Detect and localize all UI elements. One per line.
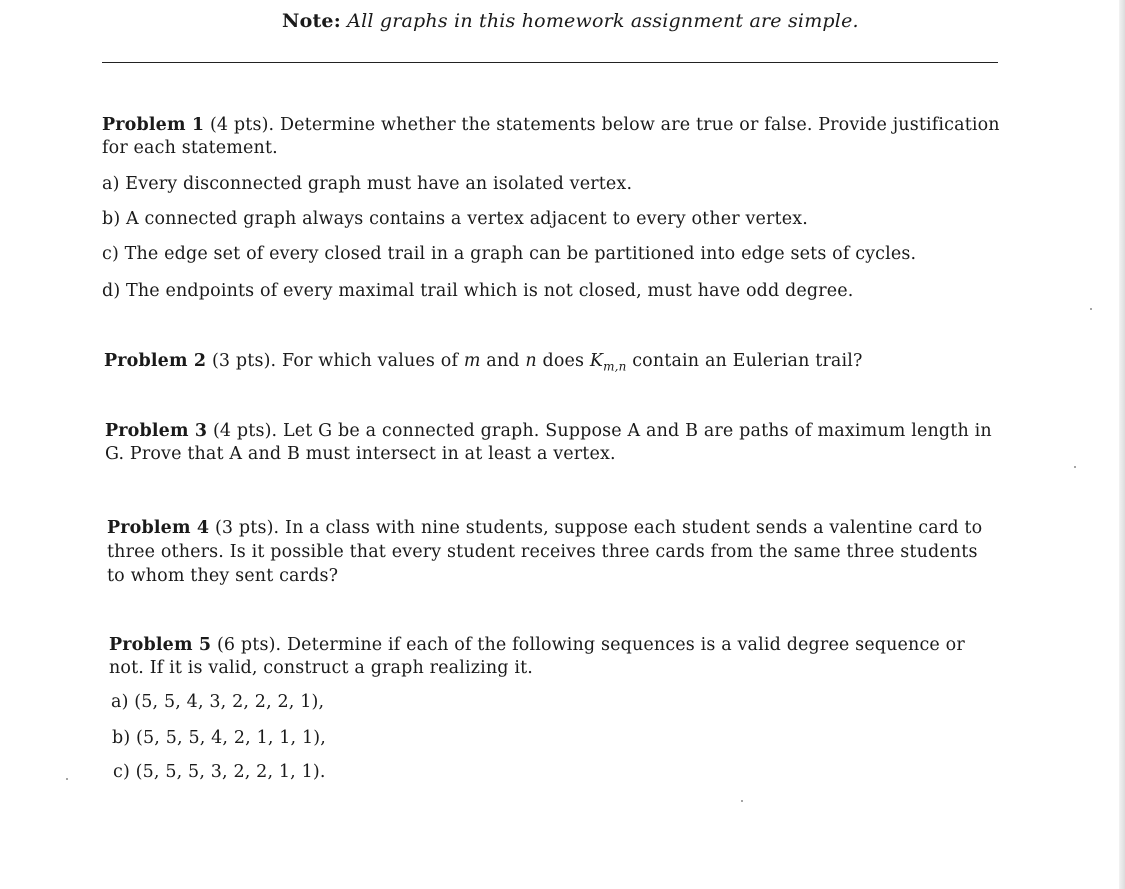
problem-2-var-m: m xyxy=(463,351,481,371)
problem-5-points: (6 pts). xyxy=(216,635,282,655)
problem-5-item-c: c) (5, 5, 5, 3, 2, 2, 1, 1). xyxy=(113,762,326,782)
problem-3 xyxy=(105,420,1005,466)
note-body: All graphs in this homework assignment are simple. xyxy=(347,10,859,32)
problem-1-item-b: b) A connected graph always contains a vertex adjacent to every other vertex. xyxy=(102,209,808,229)
problem-3-heading: Problem 3 xyxy=(105,421,208,441)
problem-2-does: does xyxy=(542,351,585,371)
problem-4-text: In a class with nine students, suppose each student sends a valentine card to three others. Is it possible that every student receives three cards from the same three students to whom they sent cards? xyxy=(107,518,983,586)
problem-5-item-b: b) (5, 5, 5, 4, 2, 1, 1, 1), xyxy=(112,728,326,748)
problem-1 xyxy=(102,114,1002,160)
scan-speck xyxy=(741,800,743,802)
problem-2-heading: Problem 2 xyxy=(104,351,207,371)
problem-2-text-after: contain an Eulerian trail? xyxy=(632,351,863,371)
problem-1-item-c: c) The edge set of every closed trail in a graph can be partitioned into edge sets of cycles. xyxy=(102,244,917,264)
problem-4-points: (3 pts). xyxy=(214,518,280,538)
problem-2-subscript: m,n xyxy=(603,359,627,374)
note-lead: Note: xyxy=(282,10,341,32)
problem-4-heading: Problem 4 xyxy=(107,518,210,538)
problem-1-heading: Problem 1 xyxy=(102,115,205,135)
problem-2-and: and xyxy=(486,351,520,371)
note-line xyxy=(282,10,859,32)
problem-1-item-a: a) Every disconnected graph must have an isolated vertex. xyxy=(102,174,633,194)
problem-5-text: Determine if each of the following sequences is a valid degree sequence or not. If it is valid, construct a graph realizing it. xyxy=(109,635,965,678)
problem-3-text: Let G be a connected graph. Suppose A and B are paths of maximum length in G. Prove that A and B must intersect in at least a vertex. xyxy=(105,421,992,464)
problem-5-item-a: a) (5, 5, 4, 3, 2, 2, 2, 1), xyxy=(111,692,325,712)
problem-2 xyxy=(104,350,1004,379)
problem-5-heading: Problem 5 xyxy=(109,635,212,655)
problem-2-K: K xyxy=(589,351,604,371)
problem-3-points: (4 pts). xyxy=(212,421,278,441)
scan-speck xyxy=(1090,308,1092,310)
problem-2-var-n: n xyxy=(525,351,537,371)
problem-1-item-d: d) The endpoints of every maximal trail which is not closed, must have odd degree. xyxy=(102,281,854,301)
problem-1-text: Determine whether the statements below are true or false. Provide justification for each statement. xyxy=(102,115,1000,158)
header-divider xyxy=(102,62,998,63)
scan-speck xyxy=(1074,466,1076,468)
problem-1-points: (4 pts). xyxy=(209,115,275,135)
problem-2-points: (3 pts). xyxy=(211,351,277,371)
problem-2-text-before: For which values of xyxy=(282,351,459,371)
problem-5 xyxy=(109,634,1001,680)
problem-4 xyxy=(107,516,999,588)
scan-edge-shadow xyxy=(1119,0,1125,889)
scan-speck xyxy=(66,778,68,780)
problem-2-complete-bipartite xyxy=(589,351,627,374)
